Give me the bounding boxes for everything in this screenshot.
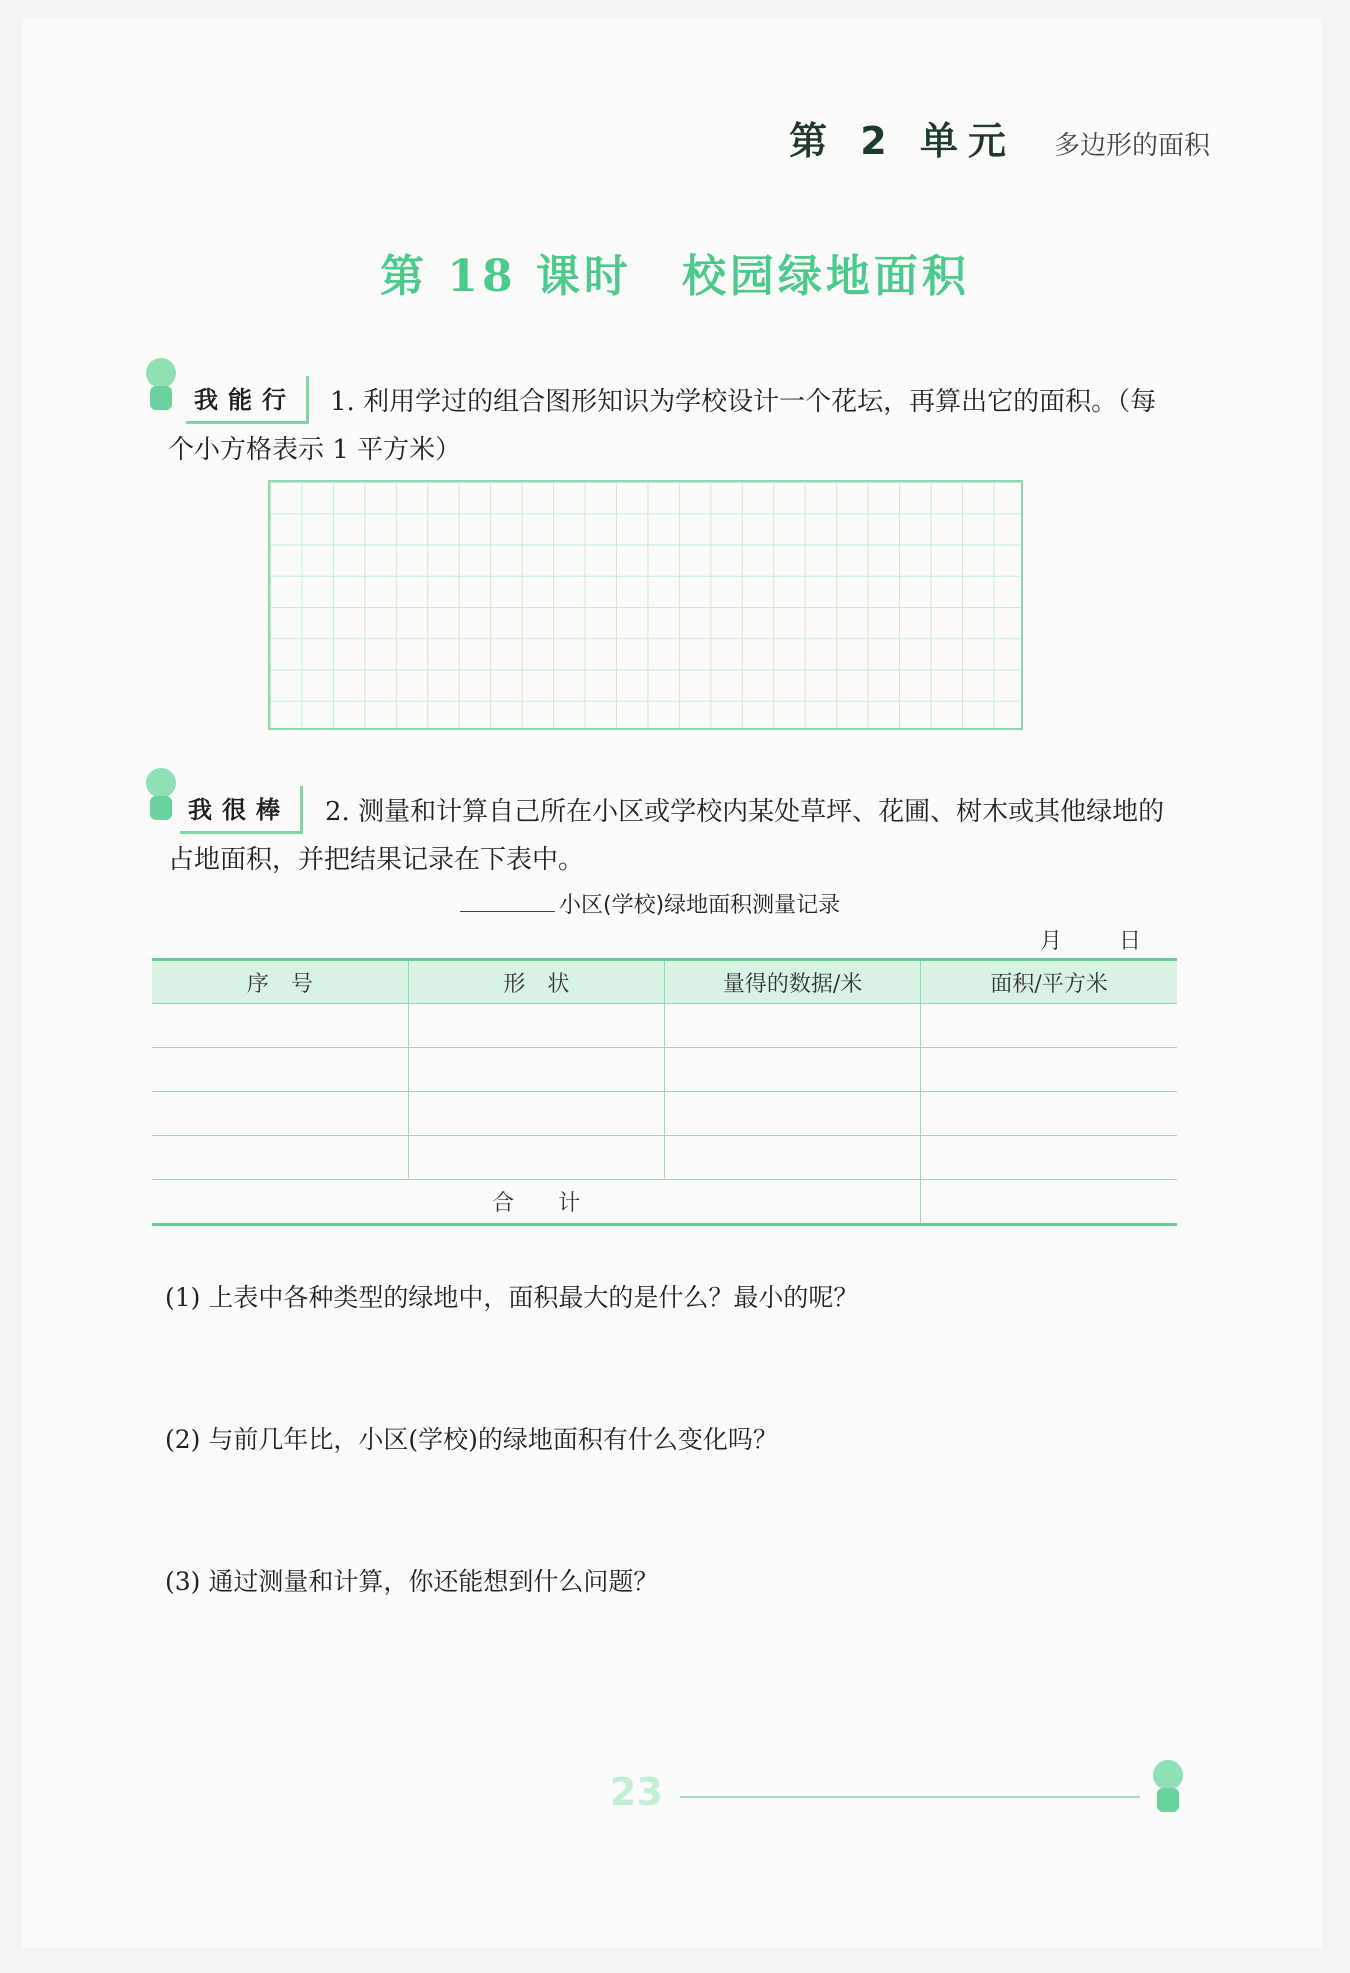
unit-topic: 多边形的面积 <box>1053 131 1210 161</box>
design-grid[interactable] <box>268 480 1023 730</box>
table-cell[interactable] <box>921 1048 1177 1092</box>
table-header-row <box>152 960 1177 1004</box>
lesson-title <box>0 240 1350 304</box>
table-cell[interactable] <box>408 1004 664 1048</box>
footer-divider <box>680 1796 1140 1798</box>
header-shape: 形 状 <box>408 960 664 1004</box>
header-area: 面积/平方米 <box>921 960 1177 1004</box>
month-label: 月 <box>1040 929 1063 954</box>
mascot-icon <box>138 358 184 414</box>
table-cell[interactable] <box>152 1004 408 1048</box>
lesson-name: 校园绿地面积 <box>681 251 970 302</box>
unit-header <box>779 110 1210 165</box>
table-cell[interactable] <box>921 1136 1177 1180</box>
table-row <box>152 1092 1177 1136</box>
table-row <box>152 1004 1177 1048</box>
sub-question-2: (2) 与前几年比，小区(学校)的绿地面积有什么变化吗？ <box>165 1425 778 1454</box>
table-cell[interactable] <box>152 1092 408 1136</box>
table-cell[interactable] <box>665 1004 921 1048</box>
total-label: 合 计 <box>152 1180 921 1225</box>
table-cell[interactable] <box>152 1136 408 1180</box>
header-data: 量得的数据/米 <box>665 960 921 1004</box>
table-cell[interactable] <box>921 1004 1177 1048</box>
footer-mascot-icon <box>1145 1760 1191 1816</box>
table-cell[interactable] <box>408 1048 664 1092</box>
header-index: 序 号 <box>152 960 408 1004</box>
table-row <box>152 1136 1177 1180</box>
table-row <box>152 1048 1177 1092</box>
day-label: 日 <box>1119 929 1142 954</box>
table-cell[interactable] <box>152 1048 408 1092</box>
table-caption-text: 小区(学校)绿地面积测量记录 <box>559 893 841 918</box>
table-cell[interactable] <box>665 1048 921 1092</box>
lesson-number: 第 18 课时 <box>380 251 632 302</box>
sub-question-1: (1) 上表中各种类型的绿地中，面积最大的是什么？最小的呢？ <box>165 1283 859 1312</box>
question-2-line-1: 2. 测量和计算自己所在小区或学校内某处草坪、花圃、树木或其他绿地的 <box>325 797 1165 827</box>
unit-title: 第 2 单元 <box>779 110 1026 165</box>
badge-wo-hen-bang: 我很棒 <box>180 786 303 834</box>
table-cell[interactable] <box>921 1092 1177 1136</box>
date-row <box>1040 924 1191 955</box>
table-total-row <box>152 1180 1177 1225</box>
table-cell[interactable] <box>408 1136 664 1180</box>
table-cell[interactable] <box>665 1092 921 1136</box>
question-1-line-1: 1. 利用学过的组合图形知识为学校设计一个花坛，再算出它的面积。（每 <box>330 387 1157 417</box>
table-caption <box>460 888 840 919</box>
sub-question-3: (3) 通过测量和计算，你还能想到什么问题？ <box>165 1567 659 1596</box>
question-2-line-2: 占地面积，并把结果记录在下表中。 <box>168 845 585 875</box>
measurement-table <box>152 958 1177 1226</box>
badge-wo-neng-xing: 我能行 <box>186 376 309 424</box>
table-cell[interactable] <box>665 1136 921 1180</box>
name-blank[interactable] <box>460 893 555 912</box>
total-cell[interactable] <box>921 1180 1177 1225</box>
mascot-icon <box>138 768 184 824</box>
table-cell[interactable] <box>408 1092 664 1136</box>
page-number: 23 <box>610 1770 663 1814</box>
question-1-line-2: 个小方格表示 1 平方米） <box>168 435 462 465</box>
